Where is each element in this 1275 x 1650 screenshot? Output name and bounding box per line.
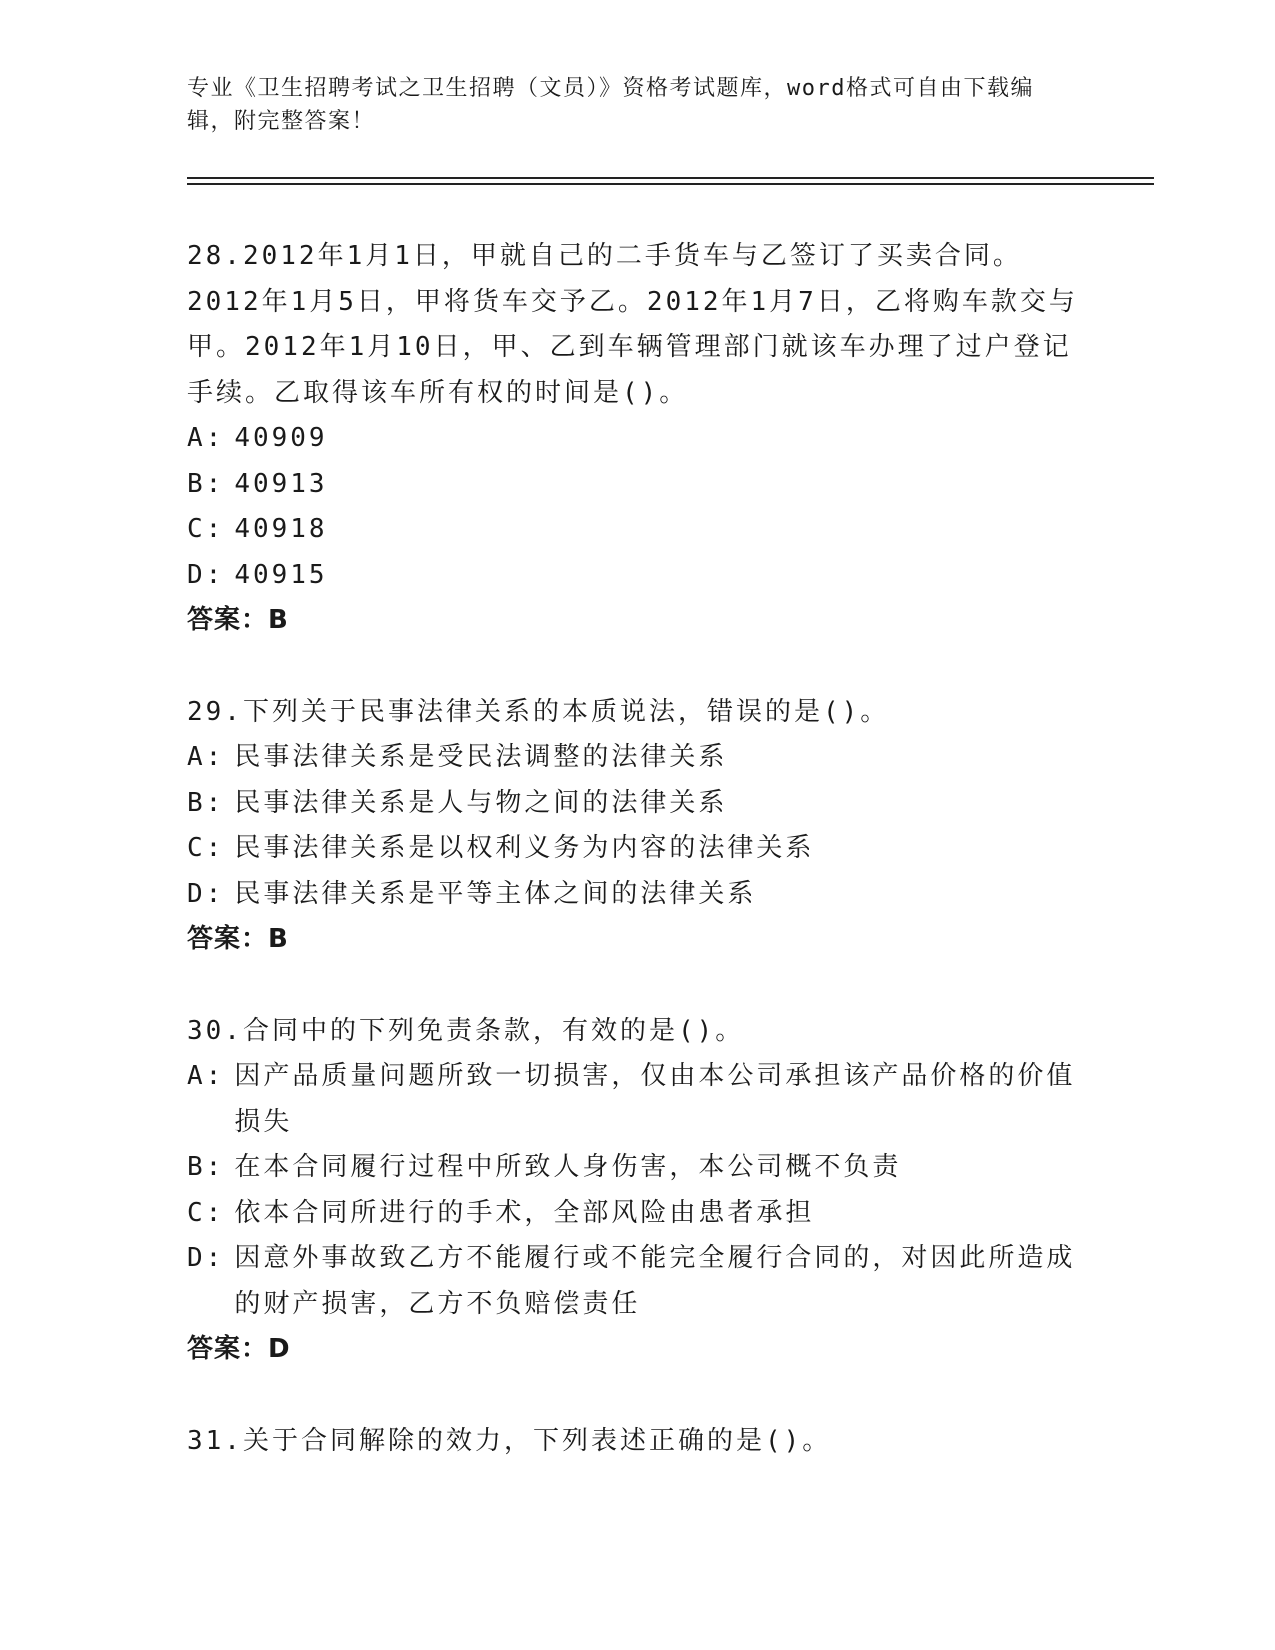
option-c: C : 依本合同所进行的手术，全部风险由患者承担 xyxy=(187,1191,1087,1237)
document-header: 专业《卫生招聘考试之卫生招聘（文员）》资格考试题库，word格式可自由下载编辑，附完整答案！ xyxy=(187,76,1034,134)
option-d: D : 因意外事故致乙方不能履行或不能完全履行合同的，对因此所造成的财产损害，乙方不负赔偿责任 xyxy=(187,1236,1087,1327)
option-key: B xyxy=(187,468,206,499)
answer-label: 答案：B xyxy=(187,605,289,635)
question-stem: 30.合同中的下列免责条款，有效的是()。 xyxy=(187,1015,745,1046)
question-stem: 29.下列关于民事法律关系的本质说法，错误的是()。 xyxy=(187,696,890,727)
option-text: 40909 xyxy=(234,423,328,453)
option-key: C xyxy=(187,1197,206,1228)
option-text: 40918 xyxy=(234,514,328,544)
option-key: D xyxy=(187,559,206,590)
option-d: D : 40915 xyxy=(187,553,1087,599)
question-28 xyxy=(187,234,1087,644)
question-stem: 31.关于合同解除的效力，下列表述正确的是()。 xyxy=(187,1425,832,1456)
option-b: B : 在本合同履行过程中所致人身伤害，本公司概不负责 xyxy=(187,1145,1087,1191)
answer-label: 答案：D xyxy=(187,1334,291,1364)
option-text: 民事法律关系是受民法调整的法律关系 xyxy=(234,742,728,772)
option-text: 因产品质量问题所致一切损害，仅由本公司承担该产品价格的价值损失 xyxy=(234,1061,1076,1137)
option-key: D xyxy=(187,1243,206,1273)
option-text: 因意外事故致乙方不能履行或不能完全履行合同的，对因此所造成的财产损害，乙方不负赔偿责任 xyxy=(234,1243,1076,1319)
option-c: C : 40918 xyxy=(187,507,1087,553)
option-text: 40915 xyxy=(234,559,328,590)
question-29 xyxy=(187,690,1087,963)
option-text: 40913 xyxy=(234,468,328,499)
question-stem: 28.2012年1月1日，甲就自己的二手货车与乙签订了买卖合同。2012年1月5日，甲将货车交予乙。2012年1月7日，乙将购车款交与甲。2012年1月10日，甲、乙到车辆管理部门就该车办理了过户登记手续。乙取得该车所有权的时间是()。 xyxy=(187,241,1078,408)
question-31 xyxy=(187,1419,1087,1465)
option-a: A : 民事法律关系是受民法调整的法律关系 xyxy=(187,735,1087,781)
option-text: 依本合同所进行的手术，全部风险由患者承担 xyxy=(234,1197,815,1228)
option-key: C xyxy=(187,833,206,863)
question-30 xyxy=(187,1009,1087,1373)
option-b: B : 40913 xyxy=(187,462,1087,508)
option-key: D xyxy=(187,878,206,909)
option-text: 民事法律关系是平等主体之间的法律关系 xyxy=(234,878,757,909)
option-a: A : 因产品质量问题所致一切损害，仅由本公司承担该产品价格的价值损失 xyxy=(187,1054,1087,1145)
option-key: C xyxy=(187,514,206,544)
option-b: B : 民事法律关系是人与物之间的法律关系 xyxy=(187,781,1087,827)
option-key: A xyxy=(187,423,206,453)
option-key: B xyxy=(187,787,206,818)
question-list xyxy=(187,234,1087,1510)
option-text: 民事法律关系是人与物之间的法律关系 xyxy=(234,787,728,818)
option-key: B xyxy=(187,1152,206,1182)
answer-label: 答案：B xyxy=(187,924,289,954)
header-divider-top xyxy=(187,177,1154,179)
option-a: A : 40909 xyxy=(187,416,1087,462)
option-text: 民事法律关系是以权利义务为内容的法律关系 xyxy=(234,833,815,863)
option-c: C : 民事法律关系是以权利义务为内容的法律关系 xyxy=(187,826,1087,872)
option-key: A xyxy=(187,1061,206,1091)
option-key: A xyxy=(187,742,206,772)
option-d: D : 民事法律关系是平等主体之间的法律关系 xyxy=(187,872,1087,918)
header-divider-bottom xyxy=(187,183,1154,185)
option-text: 在本合同履行过程中所致人身伤害，本公司概不负责 xyxy=(234,1152,902,1182)
